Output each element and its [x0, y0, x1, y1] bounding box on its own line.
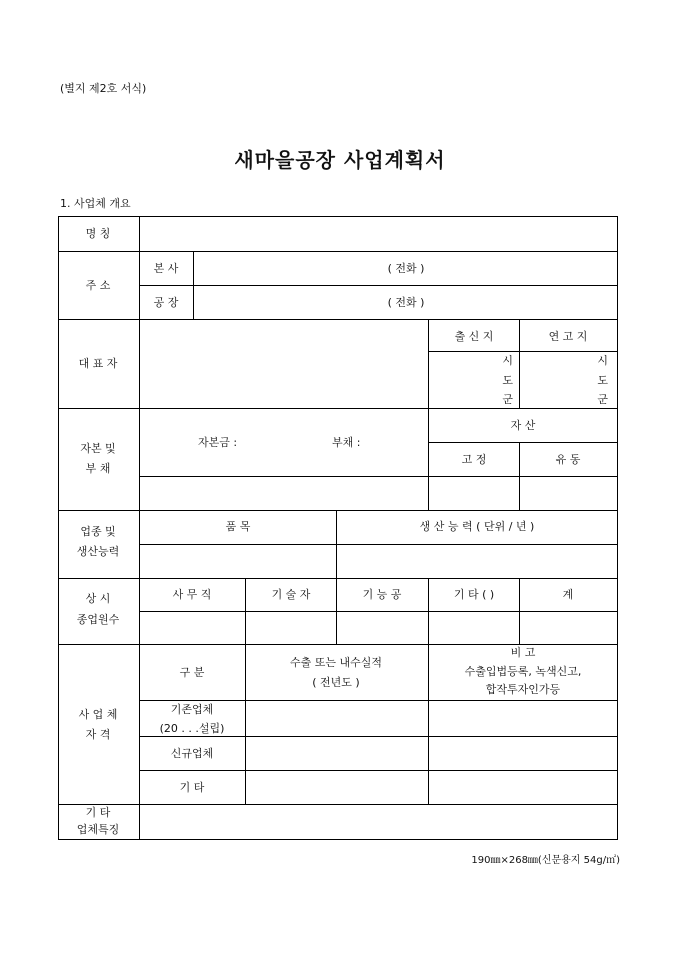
- header-technicians: 기 술 자: [271, 588, 311, 601]
- ties-gun: 군: [597, 393, 608, 406]
- label-name: 명 칭: [85, 227, 111, 240]
- ties-do: 도: [597, 374, 608, 387]
- header-skilled-workers: 기 능 공: [362, 588, 402, 601]
- label-ties: 연 고 지: [548, 330, 588, 343]
- label-new-company: 신규업체: [170, 747, 214, 760]
- ties-si: 시: [597, 354, 608, 367]
- label-company-features: 업체특징: [76, 823, 120, 836]
- label-assets: 자 산: [510, 419, 536, 432]
- birthplace-do: 도: [502, 374, 513, 387]
- section-heading: 1. 사업체 개요: [60, 197, 131, 210]
- header-office-workers: 사 무 직: [172, 588, 212, 601]
- birthplace-gun: 군: [502, 393, 513, 406]
- company-features-field[interactable]: [148, 809, 608, 835]
- head-office-phone-note[interactable]: ( 전화 ): [387, 262, 425, 275]
- header-remarks-detail-2: 합작투자인가등: [485, 683, 561, 696]
- header-export-record: 수출 또는 내수실적: [289, 656, 383, 669]
- birthplace-si: 시: [502, 354, 513, 367]
- capital-amount-label[interactable]: 자본금 :: [198, 436, 238, 449]
- name-field[interactable]: [148, 224, 608, 244]
- label-qualification: 자 격: [85, 728, 111, 741]
- business-plan-form: [58, 216, 618, 840]
- header-other-workers: 기 타 ( ): [453, 588, 495, 601]
- label-head-office: 본 사: [153, 262, 179, 275]
- header-previous-year: ( 전년도 ): [312, 676, 360, 689]
- label-qualification-other: 기 타: [179, 781, 205, 794]
- label-debt: 부 채: [85, 462, 111, 475]
- header-item: 품 목: [225, 520, 251, 533]
- label-representative: 대 표 자: [78, 357, 118, 370]
- header-production-capacity: 생 산 능 력 ( 단위 / 년 ): [419, 520, 535, 533]
- annex-label: (별지 제2호 서식): [60, 82, 147, 95]
- label-factory: 공 장: [153, 296, 179, 309]
- paper-spec: 190㎜×268㎜(신문용지 54g/㎡): [471, 855, 620, 866]
- label-existing-company: 기존업체: [170, 703, 214, 716]
- label-industry: 업종 및: [80, 525, 116, 538]
- header-remarks-detail: 수출입법등록, 녹색신고,: [464, 665, 582, 678]
- label-current-assets: 유 동: [555, 453, 581, 466]
- label-regular: 상 시: [85, 592, 111, 605]
- label-employees: 종업원수: [76, 613, 120, 626]
- existing-established-date[interactable]: (20 . . .설립): [159, 722, 225, 735]
- header-category: 구 분: [179, 666, 205, 679]
- label-other: 기 타: [85, 806, 111, 819]
- form-title: 새마을공장 사업계획서: [234, 148, 446, 172]
- header-remarks: 비 고: [510, 646, 536, 659]
- representative-field[interactable]: [148, 326, 418, 401]
- label-address: 주 소: [85, 279, 111, 292]
- label-capital: 자본 및: [80, 442, 116, 455]
- label-birthplace: 출 신 지: [454, 330, 494, 343]
- label-business: 사 업 체: [78, 708, 118, 721]
- debt-amount-label[interactable]: 부채 :: [332, 436, 361, 449]
- label-capacity: 생산능력: [76, 545, 120, 558]
- label-fixed-assets: 고 정: [461, 453, 487, 466]
- factory-phone-note[interactable]: ( 전화 ): [387, 296, 425, 309]
- header-total: 계: [562, 588, 574, 601]
